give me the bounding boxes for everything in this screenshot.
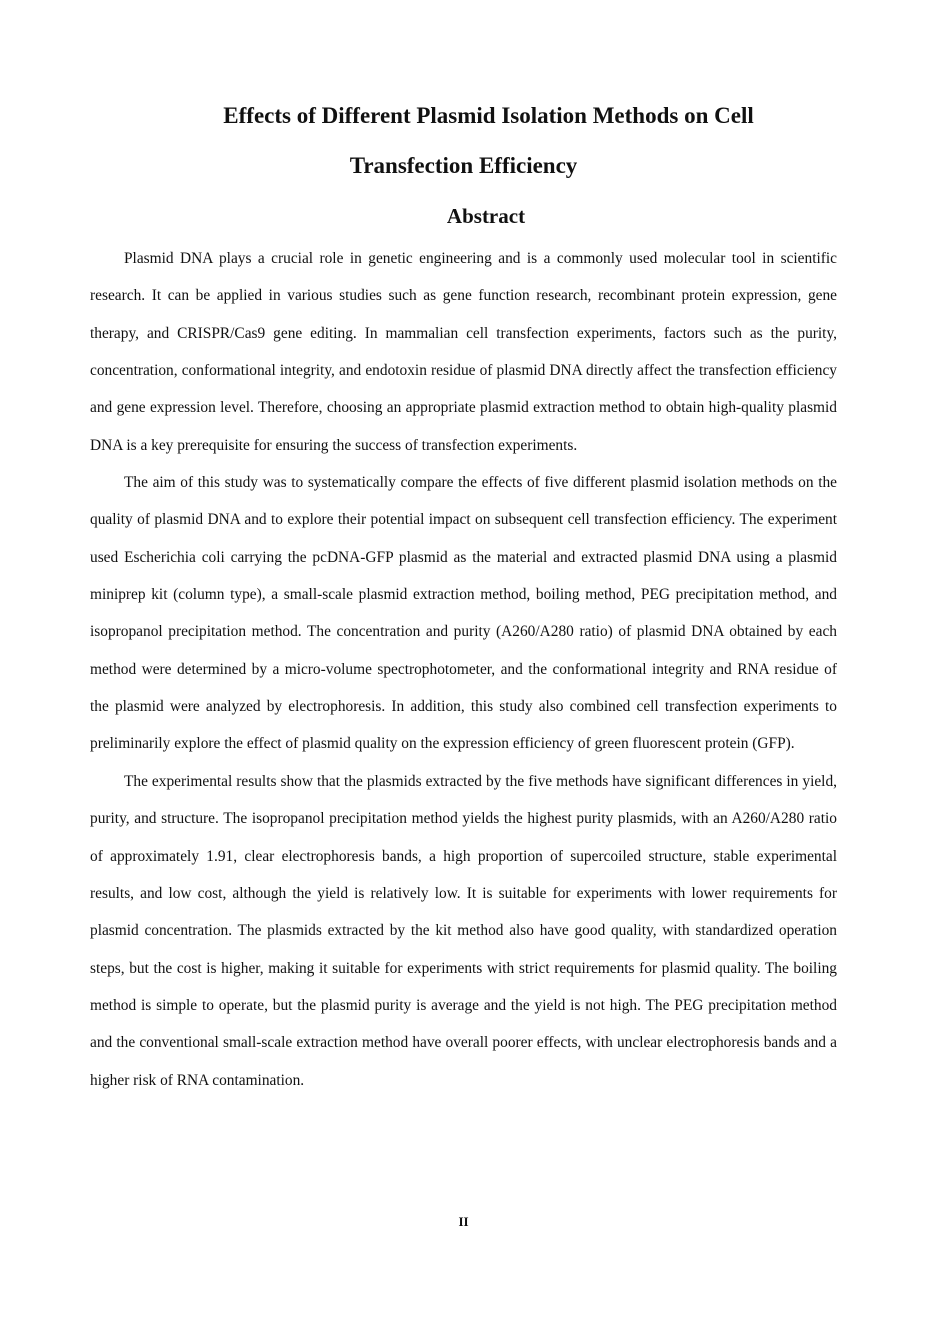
page-number: II [458, 1214, 469, 1229]
abstract-heading: Abstract [446, 204, 526, 228]
document-title-line-1: Effects of Different Plasmid Isolation Methods on Cell [223, 103, 754, 128]
abstract-paragraph-2: The aim of this study was to systematically compare the effects of five different plasmid isolation methods on the quality of plasmid DNA and to explore their potential impact on subsequent cell transfection efficiency. The experiment used Escherichia coli carrying the pcDNA-GFP plasmid as the material and extracted plasmid DNA using a plasmid miniprep kit (column type), a small-scale plasmid extraction method, boiling method, PEG precipitation method, and isopropanol precipitation method. The concentration and purity (A260/A280 ratio) of plasmid DNA obtained by each method were determined by a micro-volume spectrophotometer, and the conformational integrity and RNA residue of the plasmid were analyzed by electrophoresis. In addition, this study also combined cell transfection experiments to preliminarily explore the effect of plasmid quality on the expression efficiency of green fluorescent protein (GFP). [90, 474, 837, 753]
abstract-body [90, 240, 837, 1099]
abstract-paragraph-3: The experimental results show that the plasmids extracted by the five methods have significant differences in yield, purity, and structure. The isopropanol precipitation method yields the highest purity plasmids, with an A260/A280 ratio of approximately 1.91, clear electrophoresis bands, a high proportion of supercoiled structure, stable experimental results, and low cost, although the yield is relatively low. It is suitable for experiments with lower requirements for plasmid concentration. The plasmids extracted by the kit method also have good quality, with standardized operation steps, but the cost is higher, making it suitable for experiments with strict requirements for plasmid quality. The boiling method is simple to operate, but the plasmid purity is average and the yield is not high. The PEG precipitation method and the conventional small-scale extraction method have overall poorer effects, with unclear electrophoresis bands and a higher risk of RNA contamination. [90, 772, 837, 1089]
document-title-line-2: Transfection Efficiency [349, 153, 578, 178]
abstract-paragraph-1: Plasmid DNA plays a crucial role in genetic engineering and is a commonly used molecular tool in scientific research. It can be applied in various studies such as gene function research, recombinant protein expression, gene therapy, and CRISPR/Cas9 gene editing. In mammalian cell transfection experiments, factors such as the purity, concentration, conformational integrity, and endotoxin residue of plasmid DNA directly affect the transfection efficiency and gene expression level. Therefore, choosing an appropriate plasmid extraction method to obtain high-quality plasmid DNA is a key prerequisite for ensuring the success of transfection experiments. [90, 250, 837, 454]
